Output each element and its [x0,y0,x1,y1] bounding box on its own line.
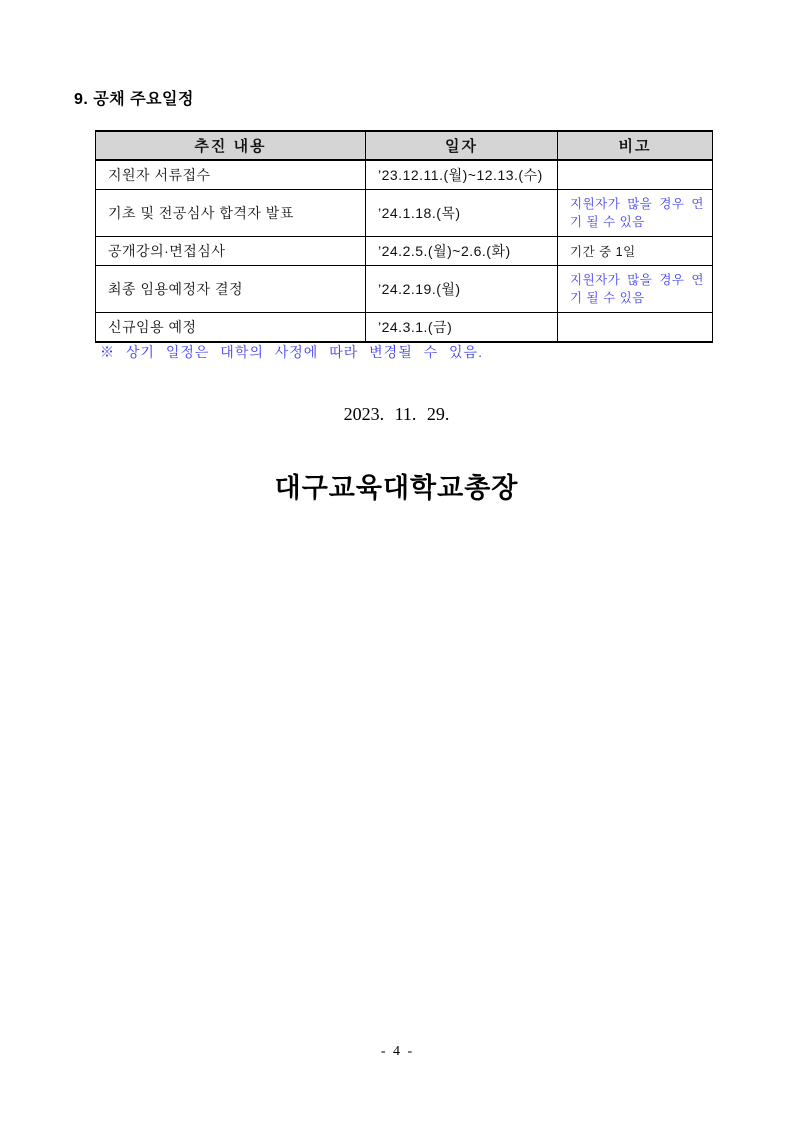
signature-president: 대구교육대학교총장 [274,473,519,503]
cell-content: 공개강의·면접심사 [96,237,366,266]
table-row [96,313,713,343]
table-row [96,266,713,313]
schedule-change-note: ※ 상기 일정은 대학의 사정에 따라 변경될 수 있음. [100,344,483,360]
table-row [96,160,713,190]
cell-remark [558,313,713,343]
cell-remark [558,160,713,190]
page-title: 9. 공채 주요일정 [74,91,194,108]
header-date: 일자 [366,131,558,160]
table-header-row [96,131,713,160]
cell-date: ’24.1.18.(목) [366,190,558,237]
cell-content: 신규임용 예정 [96,313,366,343]
cell-date: ’23.12.11.(월)~12.13.(수) [366,160,558,190]
issue-date: 2023. 11. 29. [343,404,450,424]
cell-date: ’24.3.1.(금) [366,313,558,343]
cell-date: ’24.2.5.(월)~2.6.(화) [366,237,558,266]
cell-content: 최종 임용예정자 결정 [96,266,366,313]
cell-remark: 지원자가 많을 경우 연기 될 수 있음 [558,266,713,313]
cell-remark: 기간 중 1일 [558,237,713,266]
table-row [96,190,713,237]
schedule-table [95,130,713,343]
cell-content: 지원자 서류접수 [96,160,366,190]
cell-date: ’24.2.19.(월) [366,266,558,313]
header-content: 추진 내용 [96,131,366,160]
page-number: - 4 - [380,1044,413,1059]
cell-remark: 지원자가 많을 경우 연기 될 수 있음 [558,190,713,237]
header-remark: 비고 [558,131,713,160]
cell-content: 기초 및 전공심사 합격자 발표 [96,190,366,237]
table-row [96,237,713,266]
